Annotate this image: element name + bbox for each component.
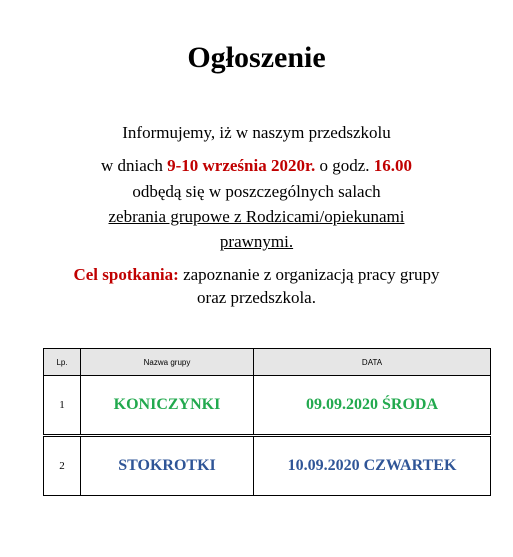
purpose-label: Cel spotkania:: [73, 265, 179, 284]
meeting-date: 09.09.2020 ŚRODA: [254, 376, 491, 436]
dates-prefix: w dniach: [101, 156, 168, 175]
table-row: [44, 436, 491, 496]
row-number: 1: [44, 376, 81, 436]
header-group-name: Nazwa grupy: [81, 349, 254, 376]
groups-table: [43, 348, 491, 496]
purpose-line-2: oraz przedszkola.: [197, 288, 316, 307]
meeting-time: 16.00: [373, 156, 412, 175]
announcement-line-2: [0, 155, 513, 176]
announcement-line-4: zebrania grupowe z Rodzicami/opiekunami: [108, 207, 405, 226]
group-name: STOKROTKI: [81, 436, 254, 496]
table-row: [44, 376, 491, 436]
purpose-text: zapoznanie z organizacją pracy grupy: [178, 265, 440, 284]
header-date: DATA: [254, 349, 491, 376]
row-number: 2: [44, 436, 81, 496]
table-header-row: [44, 349, 491, 376]
group-name: KONICZYNKI: [81, 376, 254, 436]
announcement-line-1: Informujemy, iż w naszym przedszkolu: [122, 123, 391, 142]
meeting-date: 10.09.2020 CZWARTEK: [254, 436, 491, 496]
time-prefix: o godz.: [315, 156, 374, 175]
purpose-line-1: [0, 264, 513, 285]
page-title: Ogłoszenie: [187, 41, 326, 74]
header-lp: Lp.: [44, 349, 81, 376]
meeting-dates: 9-10 września 2020r.: [167, 156, 316, 175]
announcement-line-3: odbędą się w poszczególnych salach: [132, 182, 381, 201]
announcement-line-5: prawnymi.: [219, 232, 294, 251]
